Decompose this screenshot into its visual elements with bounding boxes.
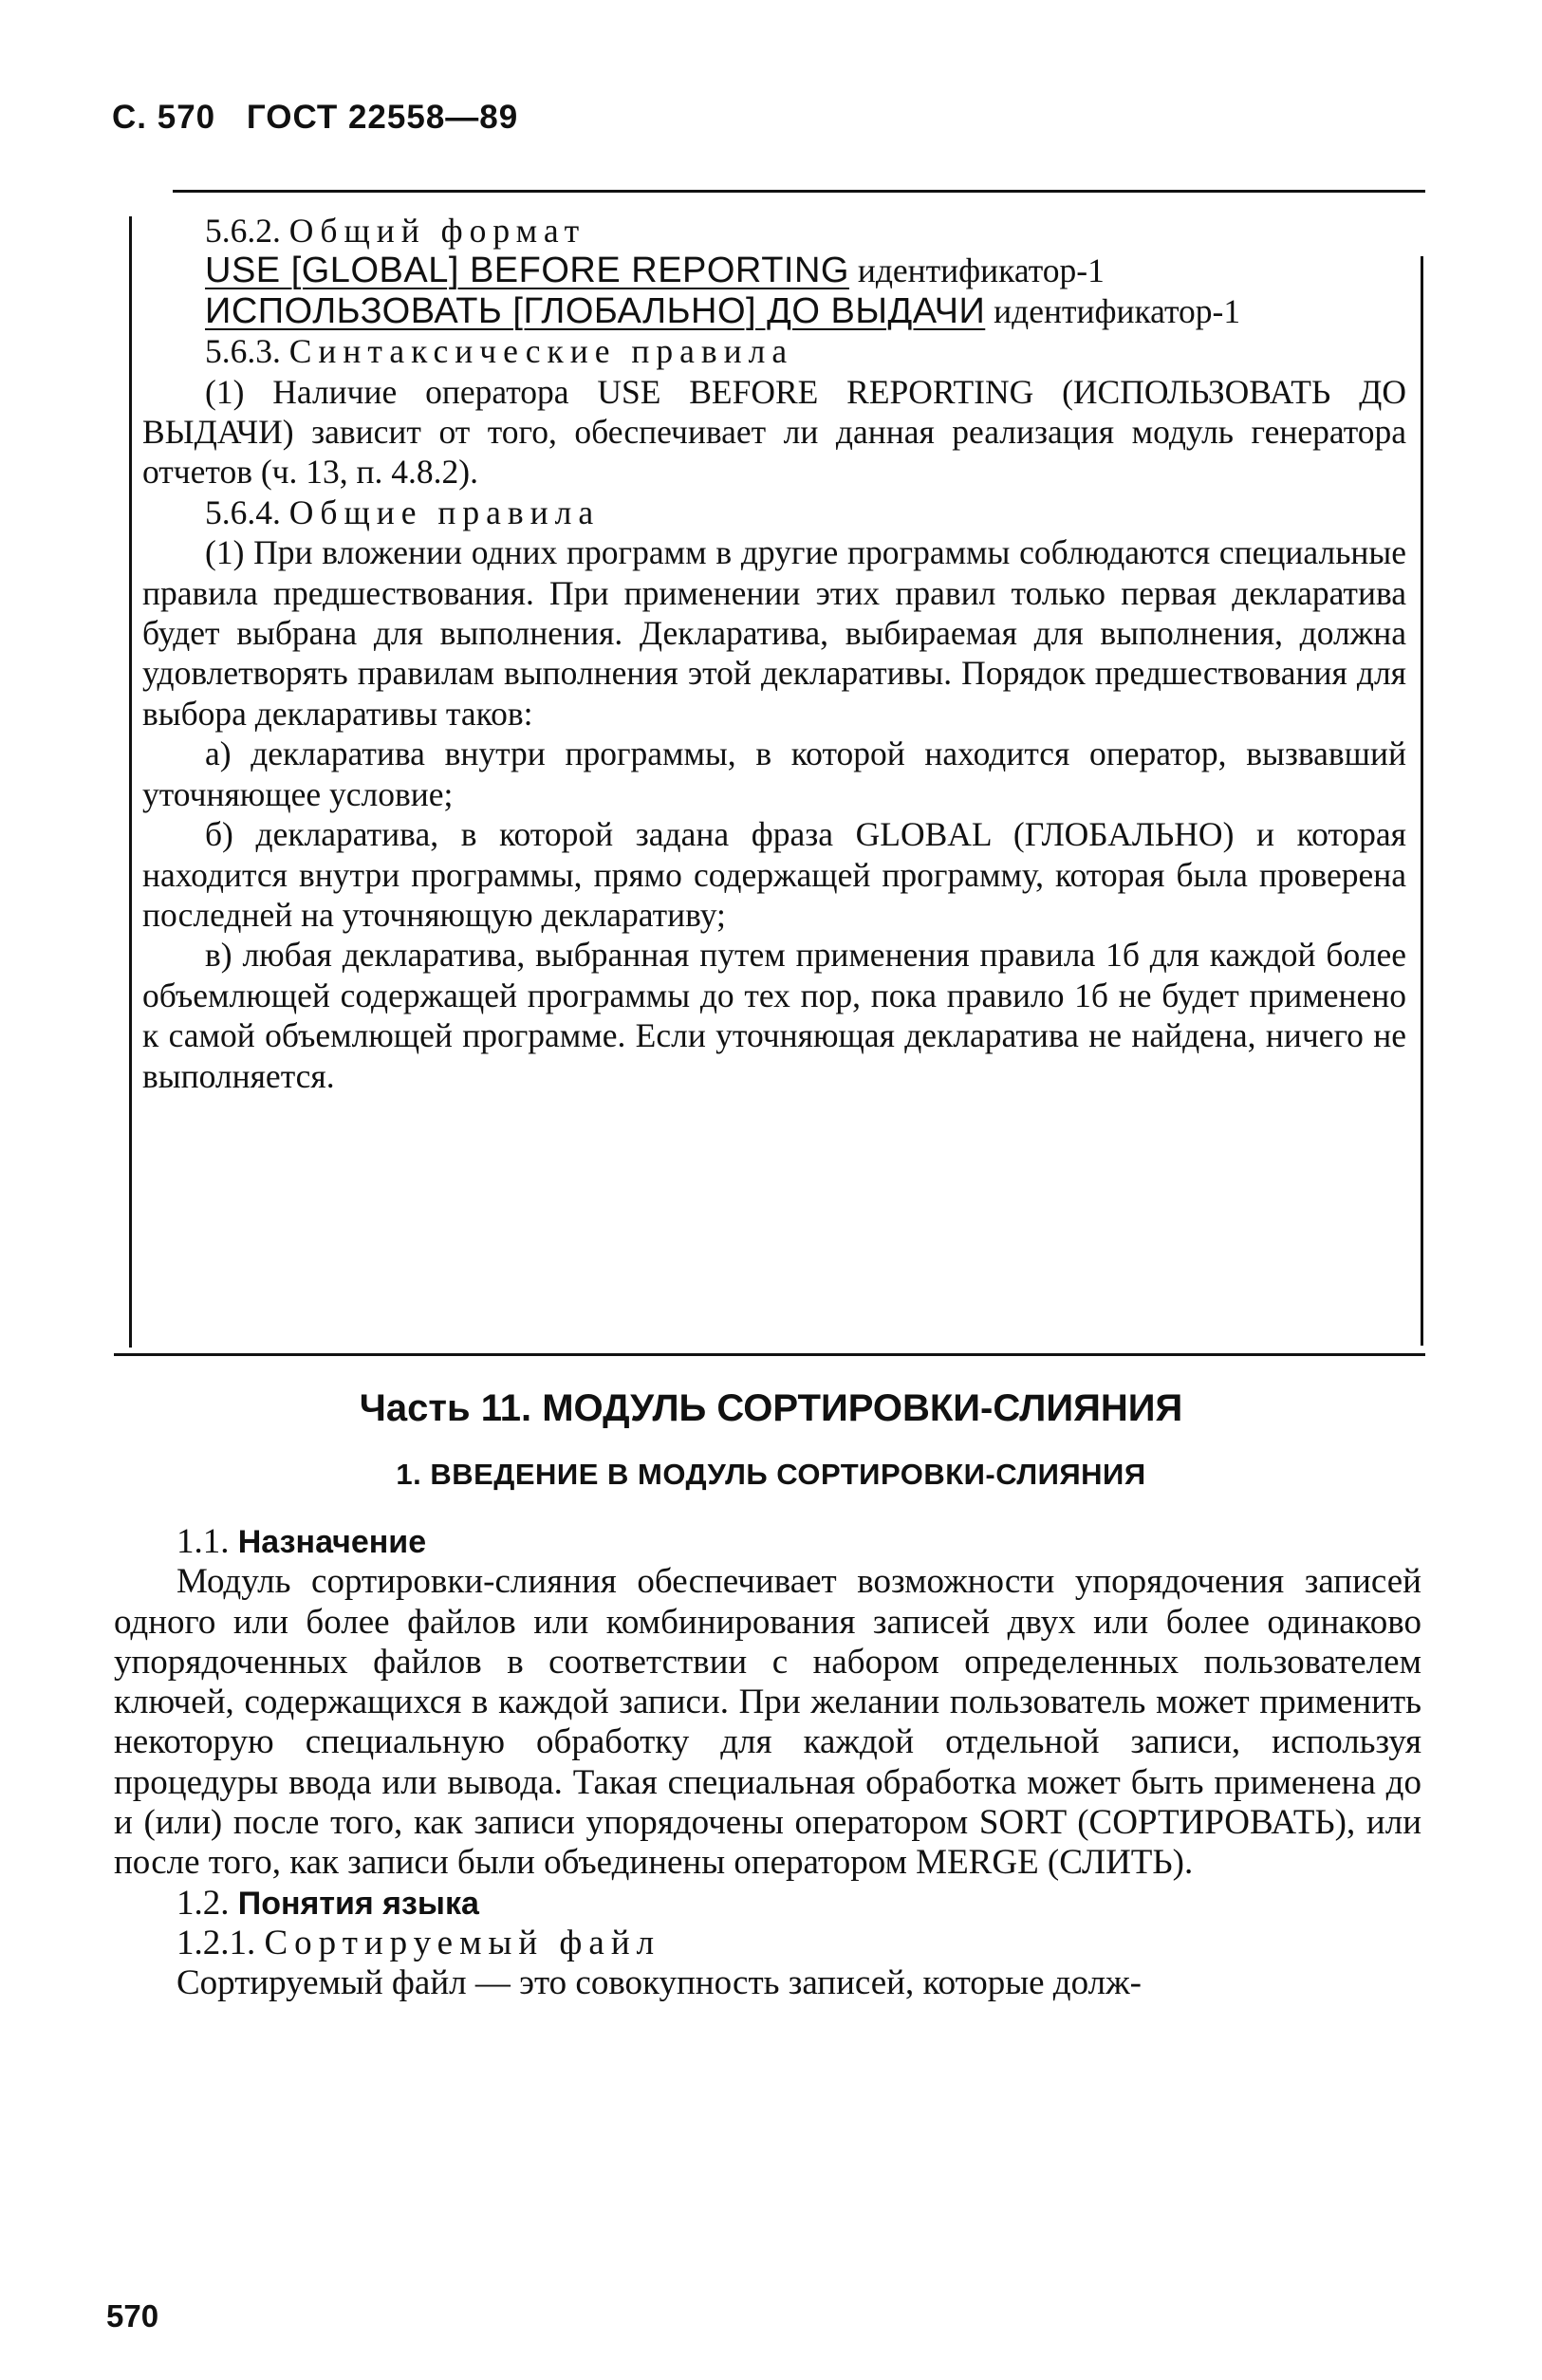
format-identifier: идентификатор-1 (857, 251, 1105, 290)
paragraph-number: 5.6.4. (205, 493, 281, 531)
paragraph-title: Общий формат (288, 212, 586, 250)
paragraph-1-2-1-heading (114, 1924, 1421, 1963)
paragraph-number: 5.6.2. (205, 212, 281, 250)
list-item-b: б) декларатива, в которой задана фраза GLOBAL (ГЛОБАЛЬНО) и которая находится внутри программы, прямо содержащей программу, которая была проверена последней на уточняющую декларативу; (142, 815, 1406, 934)
box-left-rule (129, 216, 132, 1348)
paragraph-1-1-text: Модуль сортировки-слияния обеспечивает возможности упорядочения записей одного или более файлов или комбинирования записей двух или более одинаково упорядоченных файлов в соответствии с набором определенных пользователем ключей, содержащихся в каждой записи. При желании пользователь может применить некоторую специальную обработку для каждой отдельной записи, используя процедуры ввода или вывода. Такая специальная обработка может быть применена до и (или) после того, как записи упорядочены оператором SORT (СОРТИРОВАТЬ), или после того, как записи были объединены оператором MERGE (СЛИТЬ). (114, 1562, 1421, 1883)
paragraph-1-2-1-text: Сортируемый файл — это совокупность записей, которые долж- (176, 1963, 1142, 2003)
list-item-a: а) декларатива внутри программы, в которой находится оператор, вызвавший уточняющее условие; (142, 734, 1406, 813)
paragraph-title: Общие правила (288, 493, 601, 531)
page-header (112, 99, 539, 137)
box-bottom-rule (114, 1353, 1425, 1356)
paragraph-5-6-4 (142, 493, 1406, 532)
paragraph-number: 1.2.1. (176, 1923, 256, 1962)
paragraph-number: 1.2. (176, 1883, 230, 1923)
part-title: Часть 11. МОДУЛЬ СОРТИРОВКИ-СЛИЯНИЯ (359, 1387, 1183, 1429)
list-item-c: в) любая декларатива, выбранная путем применения правила 1б для каждой более объемлющей содержащей программы до тех пор, пока правило 1б не будет применено к самой объемлющей программе. Если уточняющая декларатива не найдена, ничего не выполняется. (142, 936, 1406, 1095)
paragraph-title: Сортируемый файл (264, 1923, 661, 1962)
box-top-rule (173, 190, 1425, 193)
section-title: 1. ВВЕДЕНИЕ В МОДУЛЬ СОРТИРОВКИ-СЛИЯНИЯ (396, 1458, 1146, 1491)
general-rule-1: (1) При вложении одних программ в другие программы соблюдаются специальные правила предшествования. При применении этих правил только первая декларатива будет выбрана для выполнения. Декларатива, выбираемая для выполнения, должна удовлетворять правилам выполнения этой декларативы. Порядок предшествования для выбора декларативы таков: (142, 533, 1406, 733)
paragraph-1-2-heading (114, 1884, 1421, 1924)
paragraph-1-1-heading (114, 1522, 1421, 1562)
box-right-rule (1421, 256, 1423, 1346)
paragraph-5-6-2 (142, 211, 1406, 251)
format-line-russian (142, 291, 1406, 331)
page-number: 570 (106, 2298, 159, 2334)
format-keywords-english: USE [GLOBAL] BEFORE REPORTING (205, 251, 849, 291)
paragraph-5-6-3 (142, 331, 1406, 371)
format-identifier: идентификатор-1 (994, 291, 1241, 330)
syntax-rule-1: (1) Наличие оператора USE BEFORE REPORTING (ИСПОЛЬЗОВАТЬ ДО ВЫДАЧИ) зависит от того, обеспечивает ли данная реализация модуль генератора отчетов (ч. 13, п. 4.8.2). (142, 372, 1406, 492)
format-keywords-russian: ИСПОЛЬЗОВАТЬ [ГЛОБАЛЬНО] ДО ВЫДАЧИ (205, 290, 986, 331)
paragraph-number: 5.6.3. (205, 332, 281, 371)
paragraph-title: Понятия языка (237, 1885, 479, 1922)
main-text (114, 1522, 1421, 2004)
paragraph-title: Синтаксические правила (288, 332, 794, 371)
boxed-section (142, 211, 1406, 1096)
page-ref: С. 570 (112, 99, 216, 136)
paragraph-title: Назначение (237, 1524, 427, 1560)
paragraph-number: 1.1. (176, 1522, 230, 1561)
standard-number: ГОСТ 22558—89 (246, 99, 519, 136)
format-line-english (142, 251, 1406, 290)
